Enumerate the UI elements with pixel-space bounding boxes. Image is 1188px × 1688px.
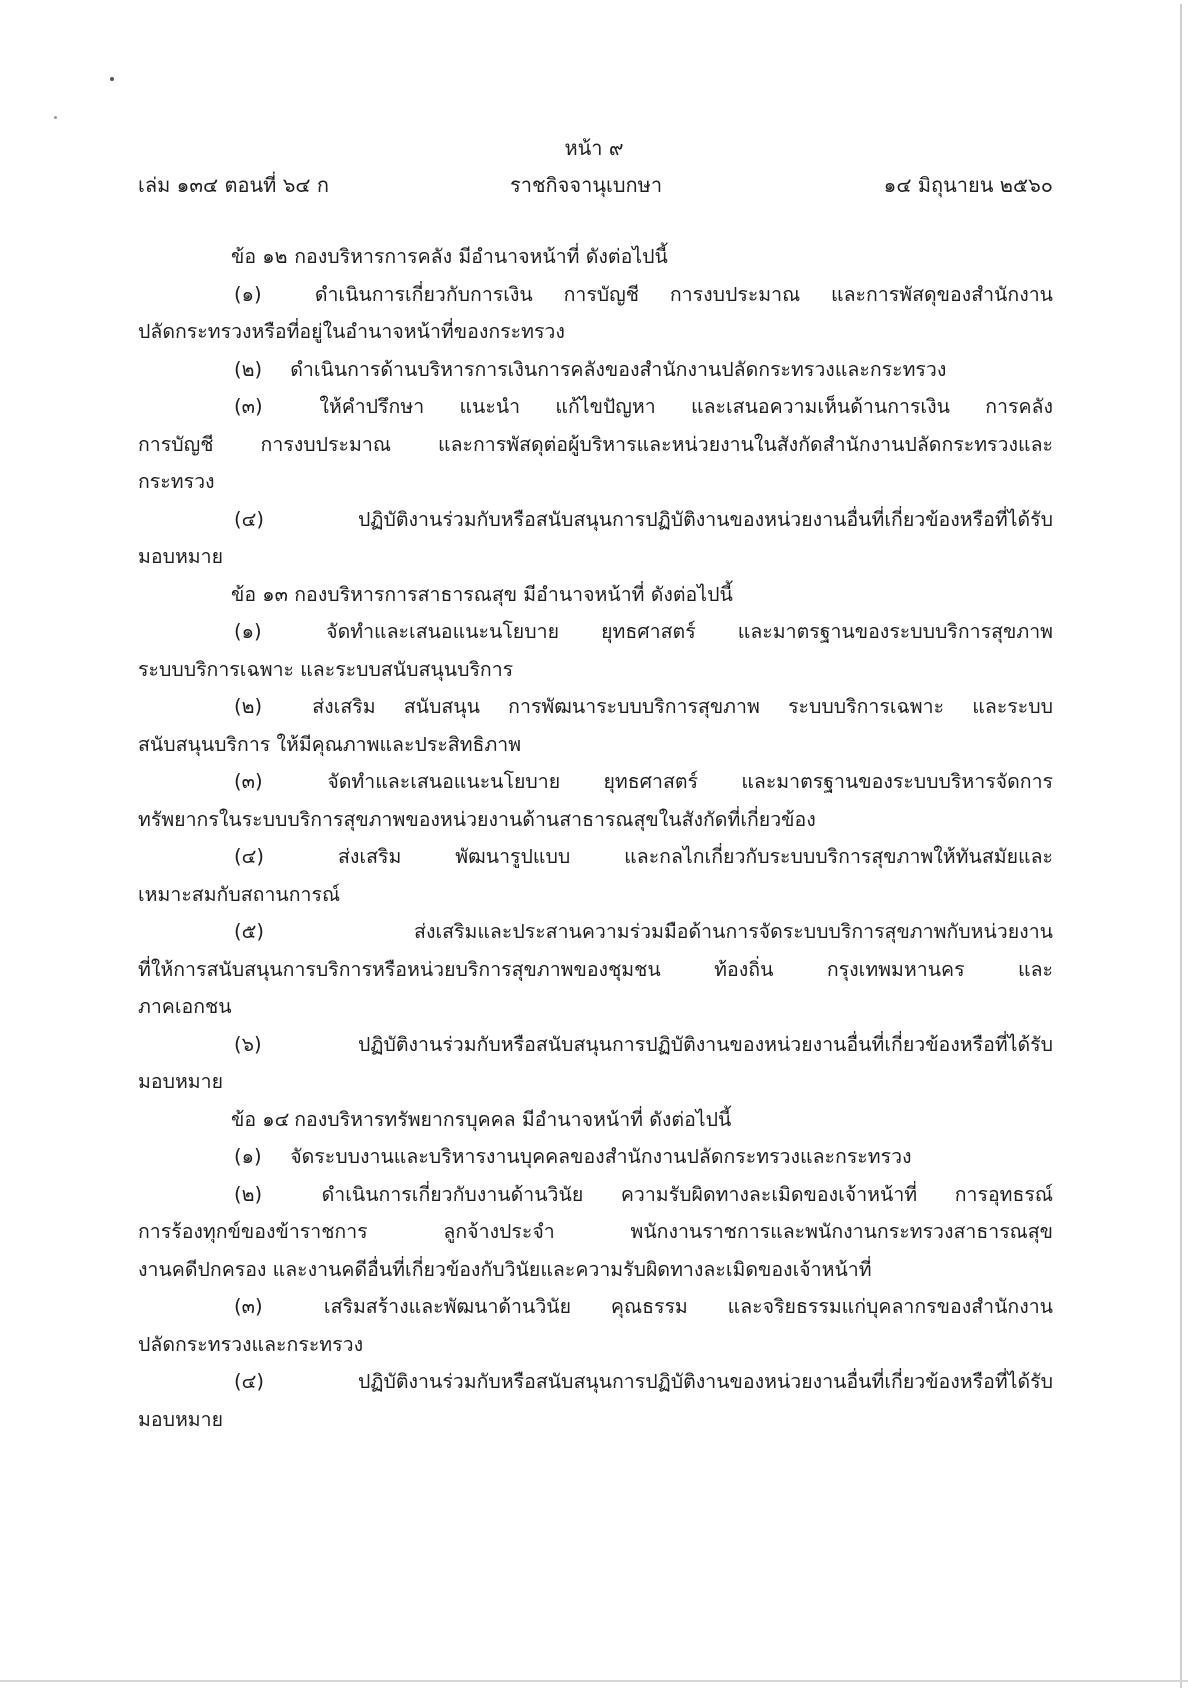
clause-number: (๑) <box>234 282 262 306</box>
clause-line <box>138 763 1053 801</box>
clause-text: จัดทำและเสนอแนะนโยบาย ยุทธศาสตร์ และมาตรฐานของระบบบริการสุขภาพ <box>326 620 1053 643</box>
scan-border-right <box>1180 4 1182 1688</box>
clause-number: (๒) <box>234 1182 263 1206</box>
clause-number: (๓) <box>234 1295 263 1318</box>
clause-continuation: ปลัดกระทรวงหรือที่อยู่ในอำนาจหน้าที่ของกระทรวง <box>138 320 565 343</box>
clause-line <box>138 351 1053 389</box>
clause-text: ดำเนินการเกี่ยวกับการเงิน การบัญชี การงบประมาณ และการพัสดุของสำนักงาน <box>314 282 1053 306</box>
clause-continuation: มอบหมาย <box>138 1407 224 1431</box>
clause-text: ดำเนินการเกี่ยวกับงานด้านวินัย ความรับผิดทางละเมิดของเจ้าหน้าที่ การอุทธรณ์ <box>321 1182 1053 1206</box>
clause-text: จัดระบบงานและบริหารงานบุคคลของสำนักงานปลัดกระทรวงและกระทรวง <box>290 1145 912 1168</box>
clause-continuation: มอบหมาย <box>138 1070 224 1093</box>
section-number: ข้อ ๑๒ <box>231 245 288 268</box>
clause-text: ส่งเสริม พัฒนารูปแบบ และกลไกเกี่ยวกับระบบบริการสุขภาพให้ทันสมัยและ <box>337 845 1053 868</box>
clause-line <box>138 1176 1053 1214</box>
clause-continuation: ภาคเอกชน <box>138 995 232 1018</box>
clause-text: ส่งเสริมและประสานความร่วมมือด้านการจัดระบบบริการสุขภาพกับหน่วยงาน <box>414 920 1053 943</box>
volume-issue: เล่ม ๑๓๔ ตอนที่ ๖๔ ก <box>138 173 330 197</box>
clause-number: (๕) <box>234 920 264 943</box>
clause-text: จัดทำและเสนอแนะนโยบาย ยุทธศาสตร์ และมาตรฐานของระบบบริหารจัดการ <box>327 770 1053 793</box>
clause-text: ให้คำปรึกษา แนะนำ แก้ไขปัญหา และเสนอความเห็นด้านการเงิน การคลัง <box>319 395 1053 418</box>
section-title: กองบริหารการสาธารณสุข มีอำนาจหน้าที่ ดังต่อไปนี้ <box>294 582 733 606</box>
clause-number: (๑) <box>234 1145 262 1168</box>
section-heading <box>138 238 1053 276</box>
clause-text: ปฏิบัติงานร่วมกับหรือสนับสนุนการปฏิบัติงานของหน่วยงานอื่นที่เกี่ยวข้องหรือที่ได้รับ <box>358 507 1053 531</box>
clause-line <box>138 276 1053 314</box>
section-heading <box>138 1101 1053 1139</box>
clause-line <box>138 388 1053 426</box>
section-title: กองบริหารทรัพยากรบุคคล มีอำนาจหน้าที่ ดังต่อไปนี้ <box>294 1107 732 1131</box>
clause-number: (๔) <box>234 845 264 868</box>
scan-speck <box>110 77 114 81</box>
clause-number: (๔) <box>234 507 264 531</box>
clause-line <box>138 913 1053 951</box>
clause-line <box>138 838 1053 876</box>
clause-text: ดำเนินการด้านบริหารการเงินการคลังของสำนักงานปลัดกระทรวงและกระทรวง <box>290 357 947 381</box>
clause-continuation: ปลัดกระทรวงและกระทรวง <box>138 1332 364 1356</box>
page-number: หน้า ๙ <box>564 136 624 160</box>
section-number: ข้อ ๑๔ <box>231 1107 290 1131</box>
clause-continuation: ระบบบริการเฉพาะ และระบบสนับสนุนบริการ <box>138 657 514 681</box>
section-heading <box>138 576 1053 614</box>
clause-number: (๓) <box>234 395 263 418</box>
clause-text: ปฏิบัติงานร่วมกับหรือสนับสนุนการปฏิบัติงานของหน่วยงานอื่นที่เกี่ยวข้องหรือที่ได้รับ <box>358 1032 1053 1056</box>
clause-continuation: ทรัพยากรในระบบบริการสุขภาพของหน่วยงานด้านสาธารณสุขในสังกัดที่เกี่ยวข้อง <box>138 807 816 831</box>
clause-continuation: มอบหมาย <box>138 545 224 568</box>
clause-text: เสริมสร้างและพัฒนาด้านวินัย คุณธรรม และจริยธรรมแก่บุคลากรของสำนักงาน <box>323 1295 1054 1318</box>
clause-continuation: งานคดีปกครอง และงานคดีอื่นที่เกี่ยวข้องกับวินัยและความรับผิดทางละเมิดของเจ้าหน้าที่ <box>138 1257 872 1281</box>
clause-line <box>138 501 1053 539</box>
clause-number: (๖) <box>234 1032 262 1056</box>
clause-number: (๒) <box>234 357 263 381</box>
clause-line <box>138 1138 1053 1176</box>
clause-number: (๒) <box>234 695 263 718</box>
gazette-title: ราชกิจจานุเบกษา <box>510 173 663 197</box>
clause-line <box>138 1363 1053 1401</box>
clause-line <box>138 1288 1053 1326</box>
clause-text: ส่งเสริม สนับสนุน การพัฒนาระบบบริการสุขภาพ ระบบบริการเฉพาะ และระบบ <box>312 695 1053 718</box>
section-number: ข้อ ๑๓ <box>231 582 288 606</box>
clause-continuation: เหมาะสมกับสถานการณ์ <box>138 882 341 906</box>
clause-line <box>138 688 1053 726</box>
clause-number: (๑) <box>234 620 262 643</box>
clause-line <box>138 1026 1053 1064</box>
publication-date: ๑๔ มิถุนายน ๒๕๖๐ <box>883 173 1053 197</box>
clause-number: (๓) <box>234 770 263 793</box>
scan-border-bottom <box>0 1680 1188 1682</box>
document-body <box>138 238 1053 1438</box>
clause-continuation: การร้องทุกข์ของข้าราชการ ลูกจ้างประจำ พนักงานราชการและพนักงานกระทรวงสาธารณสุข <box>138 1220 1053 1243</box>
clause-line <box>138 613 1053 651</box>
clause-text: ปฏิบัติงานร่วมกับหรือสนับสนุนการปฏิบัติงานของหน่วยงานอื่นที่เกี่ยวข้องหรือที่ได้รับ <box>358 1370 1053 1393</box>
clause-continuation: สนับสนุนบริการ ให้มีคุณภาพและประสิทธิภาพ <box>138 732 522 756</box>
section-title: กองบริหารการคลัง มีอำนาจหน้าที่ ดังต่อไปนี้ <box>294 245 668 268</box>
clause-continuation: การบัญชี การงบประมาณ และการพัสดุต่อผู้บริหารและหน่วยงานในสังกัดสำนักงานปลัดกระทรวงและ <box>138 432 1053 456</box>
clause-continuation: ที่ให้การสนับสนุนการบริการหรือหน่วยบริการสุขภาพของชุมชน ท้องถิ่น กรุงเทพมหานคร และ <box>138 957 1053 981</box>
scan-speck <box>54 116 57 119</box>
clause-number: (๔) <box>234 1370 264 1393</box>
clause-continuation: กระทรวง <box>138 470 215 493</box>
